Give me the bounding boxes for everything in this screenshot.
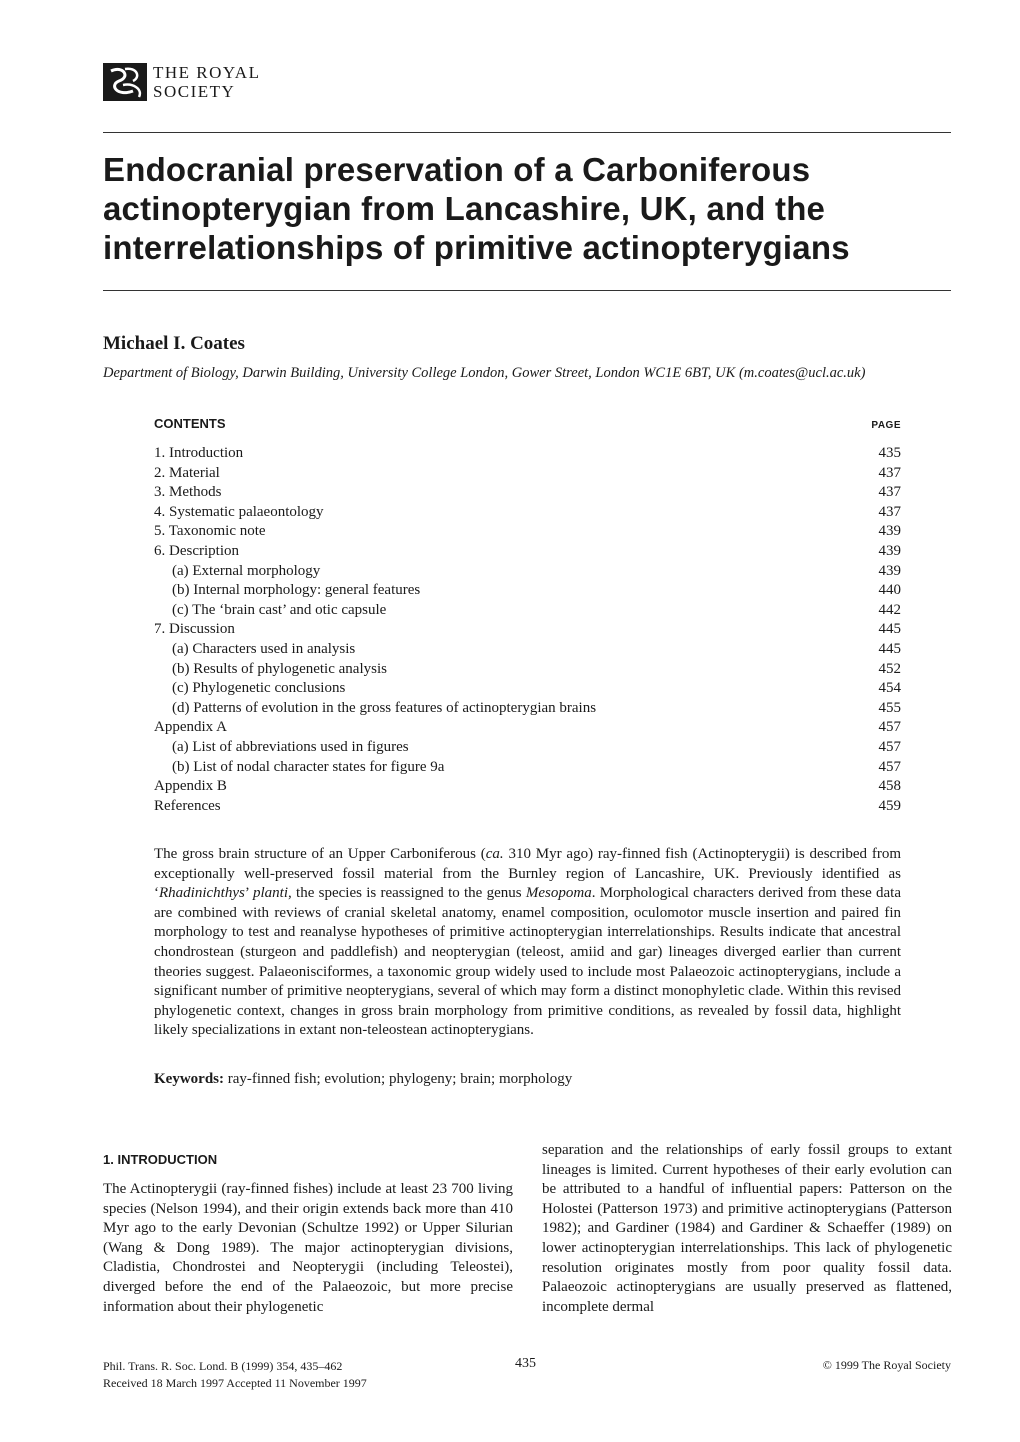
contents-item-label: References: [154, 797, 221, 814]
contents-item[interactable]: [154, 444, 901, 464]
contents-item-label: (b) Results of phylogenetic analysis: [172, 660, 387, 677]
contents-item-page: 437: [878, 484, 901, 501]
contents-item[interactable]: [154, 797, 901, 817]
royal-society-emblem-icon: [103, 63, 147, 101]
contents-item[interactable]: [154, 620, 901, 640]
contents-item[interactable]: [154, 640, 901, 660]
contents-item[interactable]: [154, 601, 901, 621]
contents-item[interactable]: [154, 581, 901, 601]
contents-item-label: 1. Introduction: [154, 445, 244, 461]
title-line-3: interrelationships of primitive actinopterygians: [103, 229, 850, 266]
title-line-1: Endocranial preservation of a Carboniferous: [103, 151, 811, 188]
header-rule: [103, 132, 951, 133]
contents-item-page: 437: [878, 503, 901, 520]
contents-item[interactable]: [154, 758, 901, 778]
title-rule: [103, 290, 951, 291]
footer-journal-line: Phil. Trans. R. Soc. Lond. B (1999) 354, 435–462: [103, 1359, 343, 1373]
contents-item-page: 458: [878, 778, 901, 795]
contents-item-label: (b) Internal morphology: general features: [172, 582, 421, 599]
contents-item[interactable]: [154, 542, 901, 562]
title-line-2: actinopterygian from Lancashire, UK, and the: [103, 190, 826, 227]
contents-item-label: Appendix B: [154, 778, 227, 795]
contents-heading: CONTENTS: [154, 416, 226, 431]
contents-item-page: 457: [878, 719, 901, 736]
contents-item-page: 452: [878, 660, 901, 677]
keywords-label: Keywords:: [154, 1071, 224, 1087]
keywords: [154, 1070, 901, 1090]
contents-list: [154, 444, 901, 816]
contents-item[interactable]: [154, 679, 901, 699]
page-number: 435: [515, 1356, 536, 1371]
contents-header: [154, 416, 901, 444]
contents-item-page: 445: [878, 621, 901, 638]
author-email[interactable]: (m.coates@ucl.ac.uk): [738, 365, 866, 381]
publisher-line-1: THE ROYAL: [153, 63, 261, 82]
introduction-left-text: The Actinopterygii (ray-finned fishes) include at least 23 700 living species (Nelson 1994), and their origin extends back more than 410 Myr ago to the early Devonian (Schultze 1992) or Upper Silurian (Wang & Dong 1989). The major actinopterygian divisions, Cladistia, Chondrostei and Neopterygii (including Teleostei), diverged before the end of the Palaeozoic, but more precise information about their phylogenetic: [103, 1181, 513, 1315]
contents-item-label: 7. Discussion: [154, 621, 235, 638]
contents-item-page: 457: [878, 758, 901, 775]
table-of-contents: [154, 416, 901, 816]
contents-item-label: (b) List of nodal character states for figure 9a: [172, 758, 445, 775]
contents-item-label: (a) External morphology: [172, 562, 321, 579]
contents-item-label: 4. Systematic palaeontology: [154, 503, 324, 520]
contents-item-label: (c) Phylogenetic conclusions: [172, 680, 346, 697]
contents-item-page: 459: [878, 797, 901, 814]
contents-item-page: 439: [878, 523, 901, 540]
contents-item[interactable]: [154, 660, 901, 680]
contents-item[interactable]: [154, 738, 901, 758]
abstract: [154, 845, 901, 1041]
contents-item-label: 5. Taxonomic note: [154, 523, 266, 540]
contents-item[interactable]: [154, 718, 901, 738]
contents-item-label: (d) Patterns of evolution in the gross features of actinopterygian brains: [172, 699, 597, 716]
contents-item-page: 455: [878, 699, 901, 716]
contents-item-label: 2. Material: [154, 464, 220, 481]
contents-item-page: 457: [878, 738, 901, 755]
footer-citation: [103, 1358, 367, 1392]
contents-item[interactable]: [154, 503, 901, 523]
contents-item[interactable]: [154, 699, 901, 719]
introduction-heading: 1. INTRODUCTION: [103, 1152, 218, 1167]
contents-item-page: 442: [878, 601, 901, 618]
affiliation-text: Department of Biology, Darwin Building, University College London, Gower Street, London WC1E 6BT, UK: [103, 365, 736, 381]
author-affiliation: [103, 365, 865, 382]
contents-item[interactable]: [154, 464, 901, 484]
footer-copyright: © 1999 The Royal Society: [822, 1358, 951, 1372]
abstract-text: The gross brain structure of an Upper Carboniferous (ca. 310 Myr ago) ray-finned fish (Actinopterygii) is described from exceptionally well-preserved fossil material from the Burnley region of Lancashire, UK. Previously identified as ‘Rhadinichthys’ planti, the species is reassigned to the genus Mesopoma. Morphological characters derived from these data are combined with reviews of cranial skeletal anatomy, enamel composition, oculomotor muscle insertion and paired fin morphology to test and reanalyse hypotheses of primitive actinopterygian interrelationships. Results indicate that ancestral chondrostean (sturgeon and paddlefish) and neopterygian (teleost, amiid and gar) lineages diverged earlier than current theories suggest. Palaeonisciformes, a taxonomic group widely used to include most Palaeozoic actinopterygians, include a significant number of primitive neopterygians, several of which may form a distinct monophyletic clade. Within this revised phylogenetic context, changes in gross brain morphology from primitive conditions, as revealed by fossil data, highlight likely specializations in extant non-teleostean actinopterygians.: [154, 846, 901, 1039]
introduction-left-column: [103, 1180, 513, 1317]
contents-page-heading: PAGE: [871, 420, 901, 431]
contents-item[interactable]: [154, 562, 901, 582]
contents-item-page: 437: [878, 464, 901, 481]
contents-item-label: (a) Characters used in analysis: [172, 640, 356, 657]
contents-item-page: 445: [878, 640, 901, 657]
author-name: Michael I. Coates: [103, 333, 245, 354]
contents-item-label: 3. Methods: [154, 484, 222, 501]
contents-item-page: 439: [878, 542, 901, 559]
contents-item-label: Appendix A: [154, 719, 227, 736]
contents-item[interactable]: [154, 522, 901, 542]
contents-item[interactable]: [154, 483, 901, 503]
contents-item-page: 440: [878, 582, 901, 599]
contents-item-label: (a) List of abbreviations used in figures: [172, 738, 409, 755]
contents-item-label: (c) The ‘brain cast’ and otic capsule: [172, 601, 387, 618]
introduction-right-column: [542, 1141, 952, 1317]
introduction-right-text: separation and the relationships of early fossil groups to extant lineages is limited. Current hypotheses of their early evolution can be attributed to a handful of influential papers: Patterson on the Holostei (Patterson 1973) and primitive actinopterygians (Patterson 1982); and Gardiner (1984) and Gardiner & Schaeffer (1989) on lower actinopterygian interrelationships. This lack of phylogenetic resolution originates mostly from poor quality fossil data. Palaeozoic actinopterygians are usually preserved as flattened, incomplete dermal: [542, 1142, 952, 1315]
article-title: [103, 150, 963, 267]
publisher-line-2: SOCIETY: [153, 82, 236, 101]
contents-item-page: 454: [878, 680, 901, 697]
contents-item-page: 439: [878, 562, 901, 579]
contents-item-page: 435: [878, 445, 901, 461]
footer-received-line: Received 18 March 1997 Accepted 11 November 1997: [103, 1376, 367, 1390]
publisher-logo: [103, 62, 260, 102]
contents-item-label: 6. Description: [154, 542, 239, 559]
publisher-name: [153, 63, 260, 101]
keywords-text: ray-finned fish; evolution; phylogeny; brain; morphology: [227, 1071, 573, 1087]
contents-item[interactable]: [154, 777, 901, 797]
